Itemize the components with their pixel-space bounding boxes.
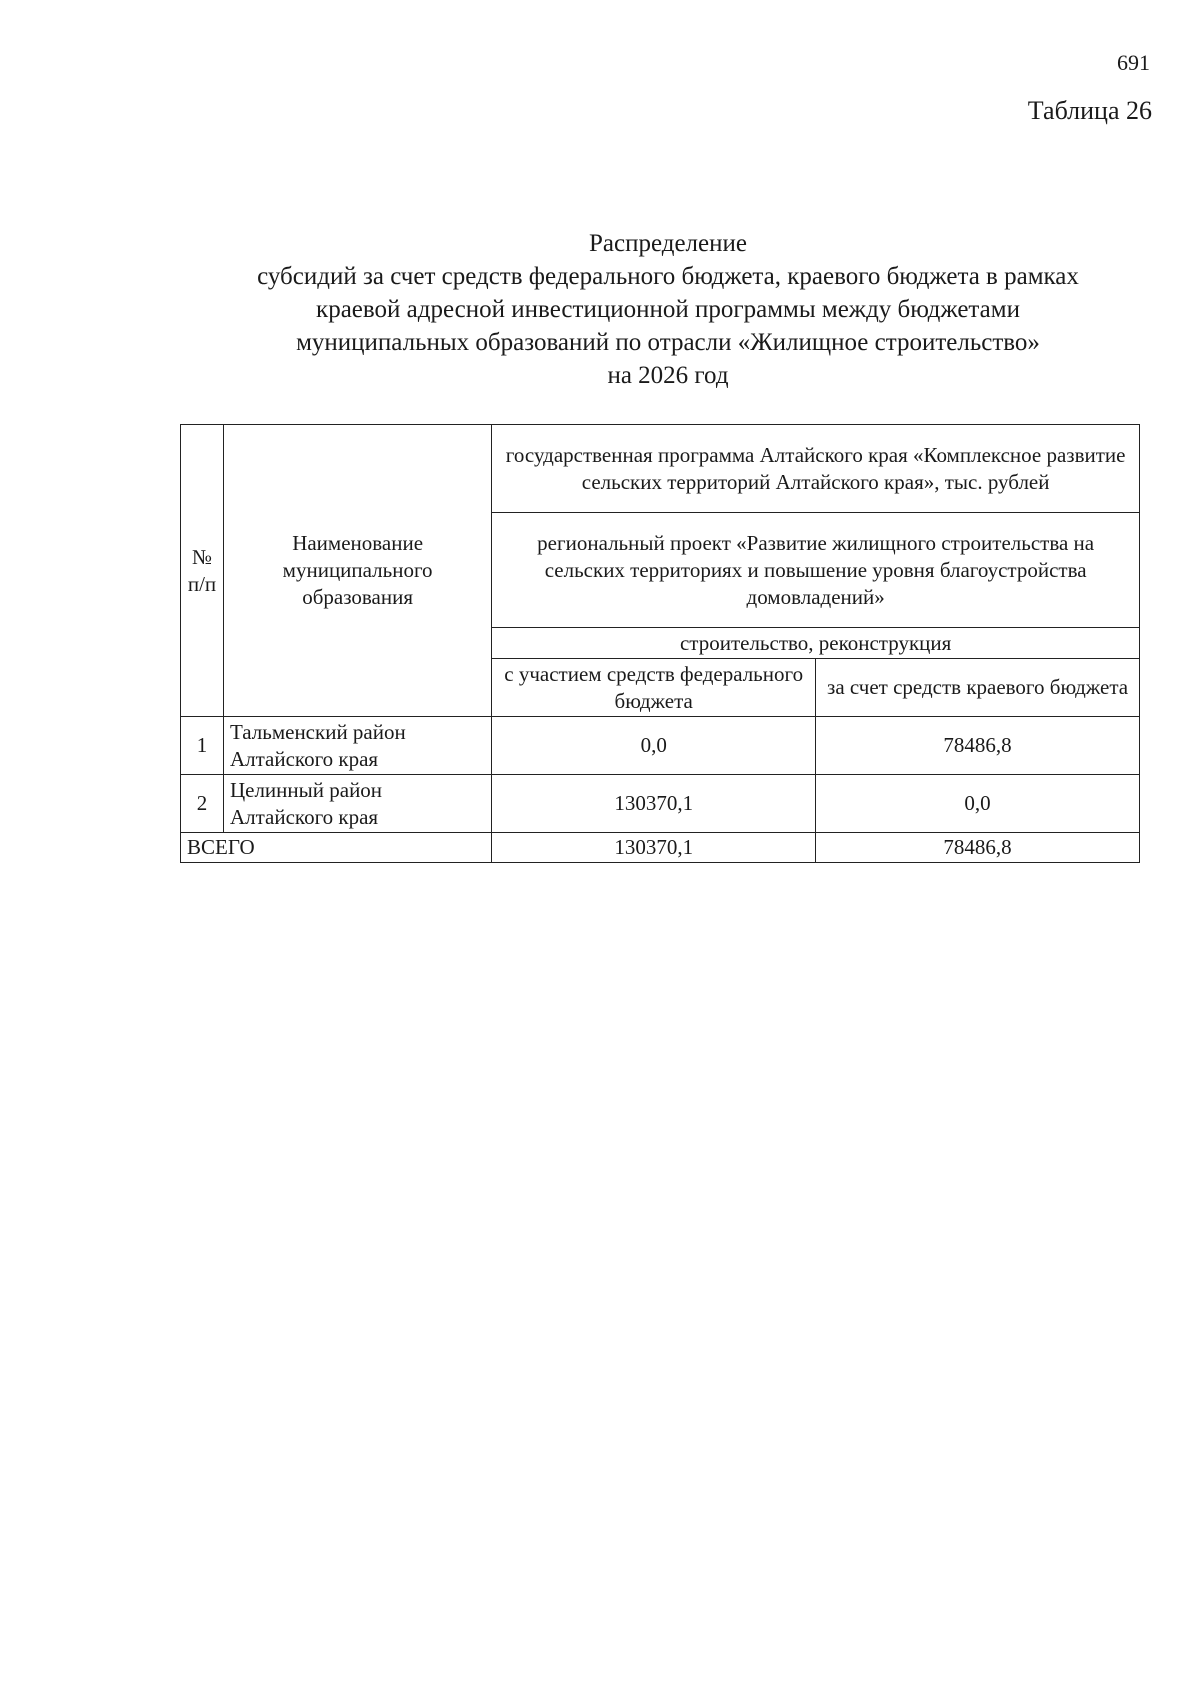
total-federal: 130370,1 — [492, 833, 816, 863]
row-regional: 0,0 — [816, 775, 1140, 833]
header-row-program — [181, 425, 1140, 513]
header-col-regional: за счет средств краевого бюджета — [816, 659, 1140, 717]
header-num: № п/п — [181, 425, 224, 717]
page-number: 691 — [1117, 50, 1150, 75]
distribution-table — [180, 424, 1140, 863]
title-line-4: муниципальных образований по отрасли «Жилищное строительство» — [296, 329, 1040, 356]
header-col-federal: с участием средств федерального бюджета — [492, 659, 816, 717]
row-regional: 78486,8 — [816, 717, 1140, 775]
total-label: ВСЕГО — [181, 833, 492, 863]
header-activity: строительство, реконструкция — [492, 628, 1140, 659]
row-num: 2 — [181, 775, 224, 833]
row-name: Тальменский район Алтайского края — [223, 717, 491, 775]
total-regional: 78486,8 — [816, 833, 1140, 863]
total-row — [181, 833, 1140, 863]
table-row — [181, 717, 1140, 775]
row-federal: 130370,1 — [492, 775, 816, 833]
row-num: 1 — [181, 717, 224, 775]
table-label: Таблица 26 — [1027, 96, 1152, 125]
header-name: Наименование муниципального образования — [223, 425, 491, 717]
header-program: государственная программа Алтайского края «Комплексное развитие сельских территорий Алтайского края», тыс. рублей — [492, 425, 1140, 513]
title-line-3: краевой адресной инвестиционной программы между бюджетами — [316, 296, 1020, 323]
title-line-5: на 2026 год — [607, 362, 729, 389]
row-name: Целинный район Алтайского края — [223, 775, 491, 833]
title-line-1: Распределение — [589, 230, 747, 257]
header-project: региональный проект «Развитие жилищного строительства на сельских территориях и повышение уровня благоустройства домовладений» — [492, 513, 1140, 628]
row-federal: 0,0 — [492, 717, 816, 775]
table-row — [181, 775, 1140, 833]
document-title — [160, 227, 1176, 392]
title-line-2: субсидий за счет средств федерального бюджета, краевого бюджета в рамках — [257, 263, 1079, 290]
